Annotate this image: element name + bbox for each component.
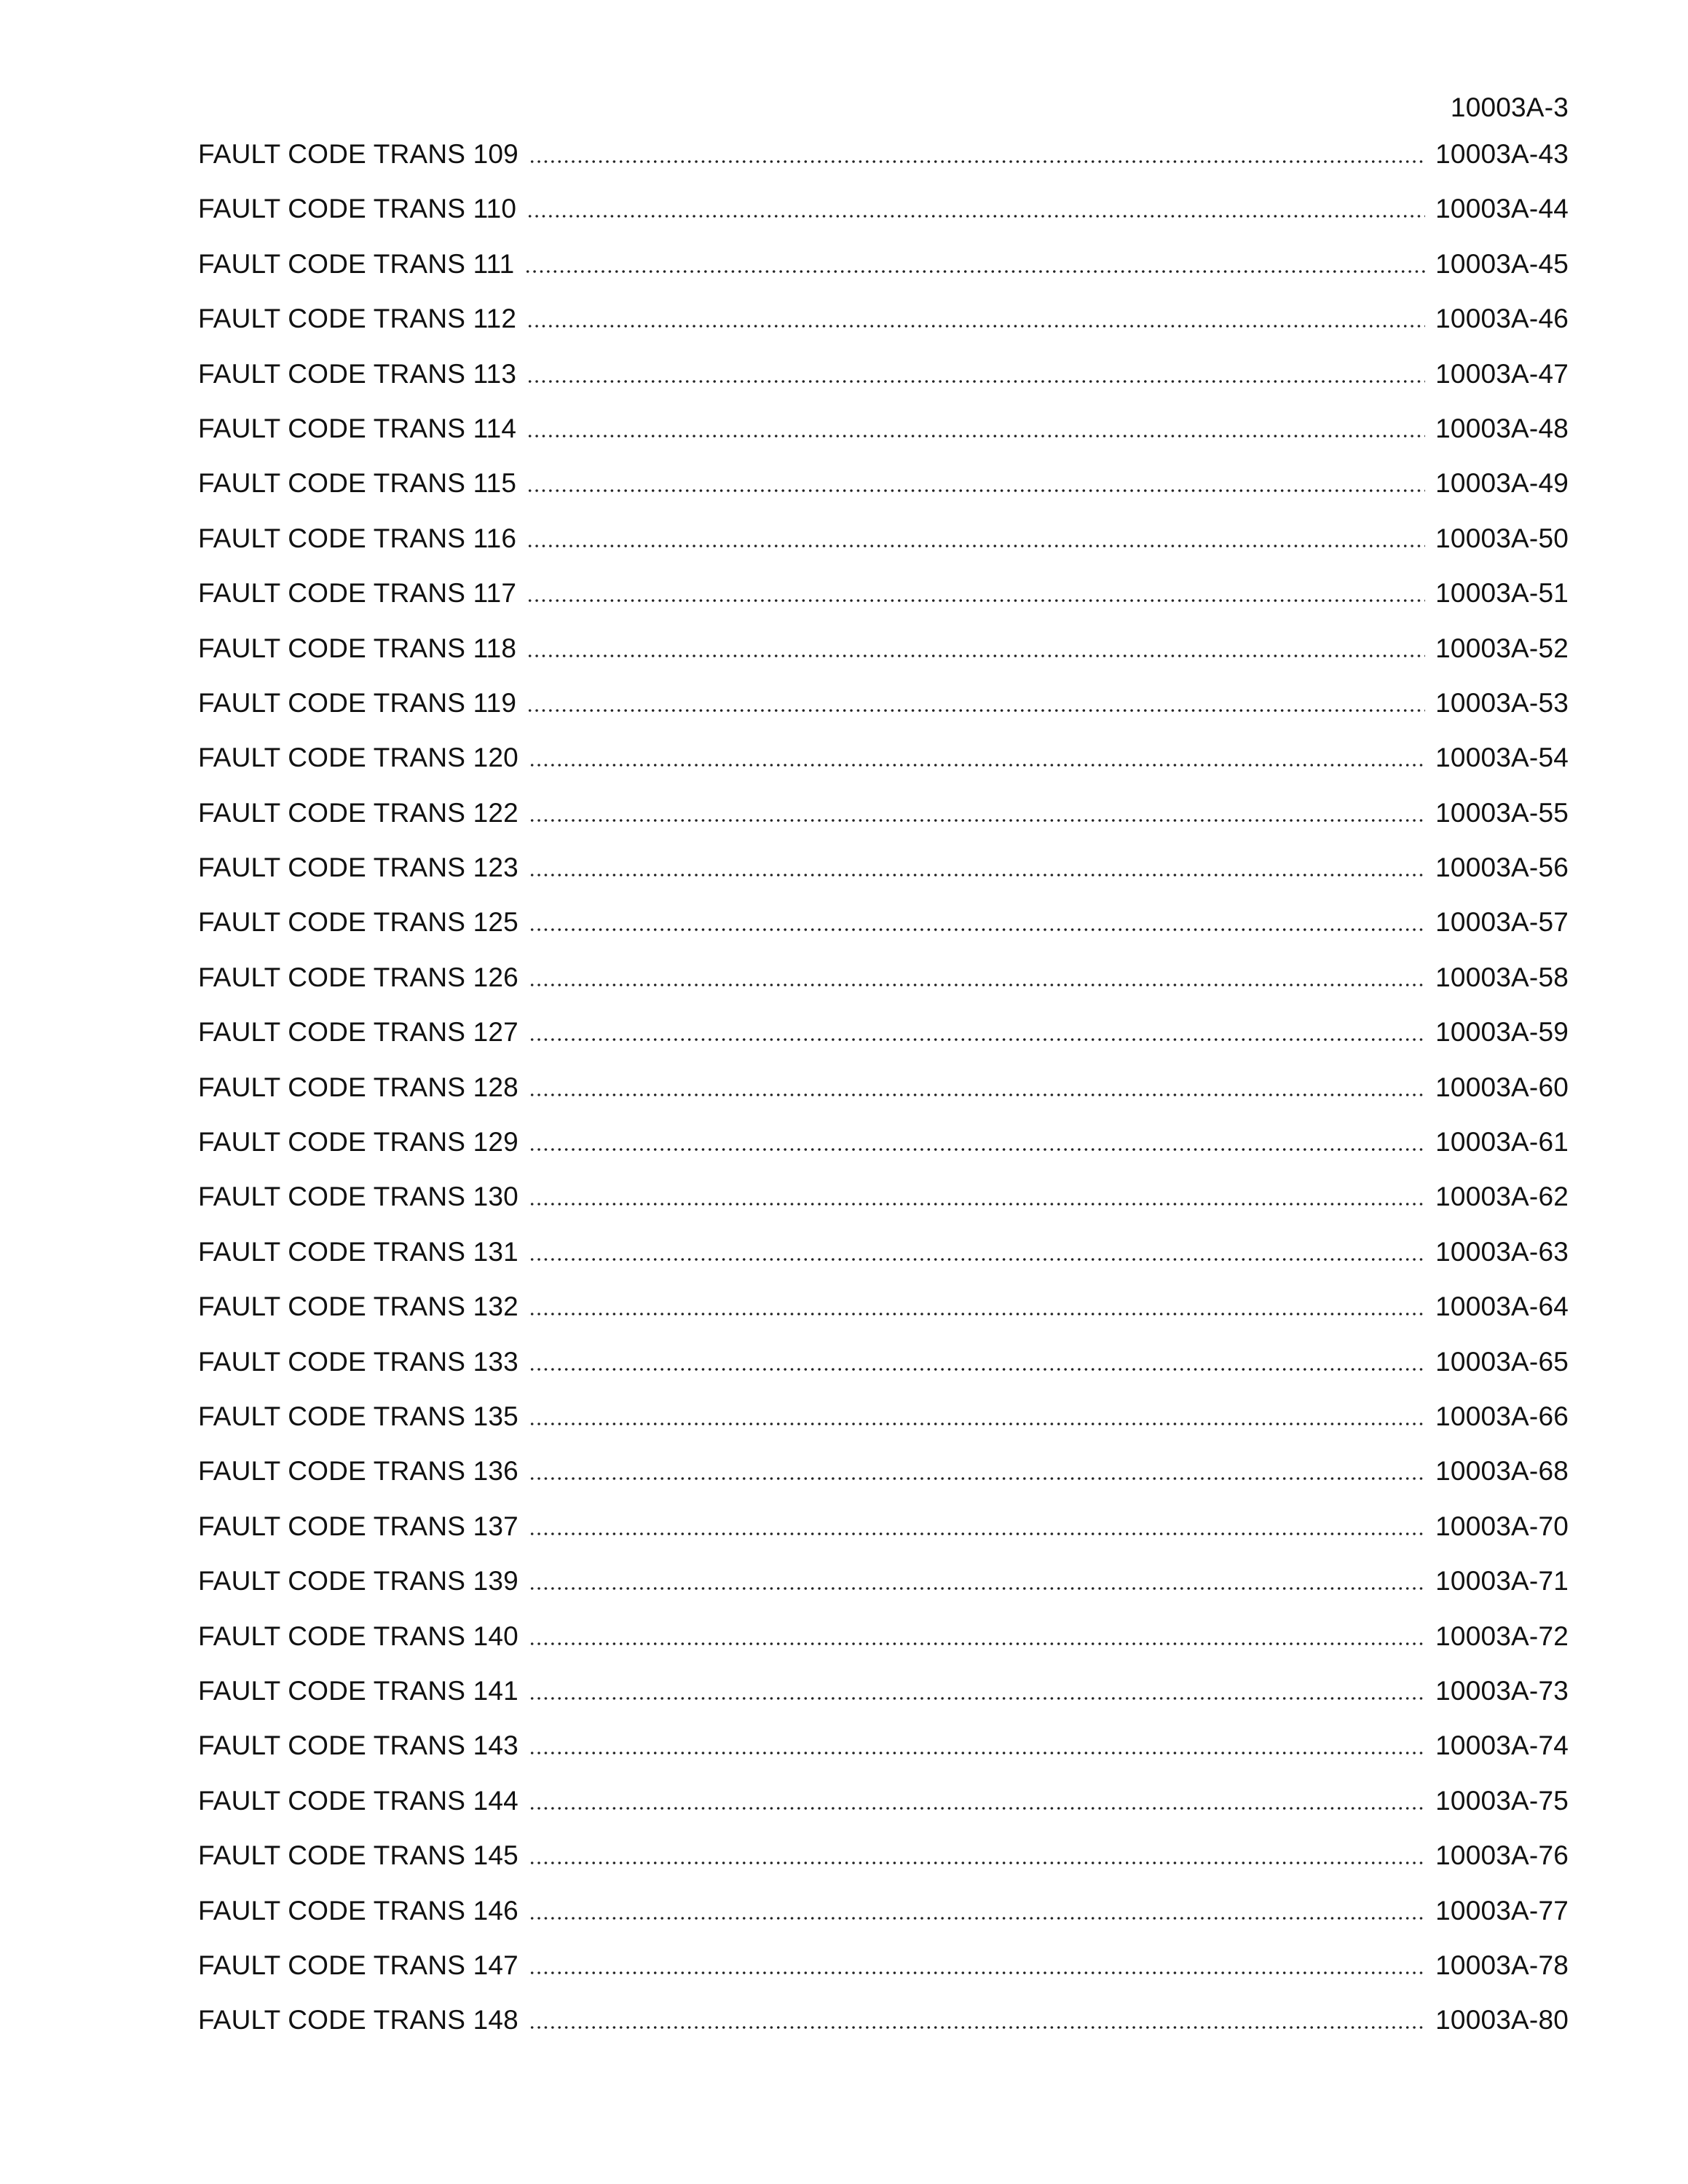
toc-entry-title: FAULT CODE TRANS 114 <box>198 413 517 443</box>
toc-entry[interactable] <box>198 797 1569 852</box>
toc-entry[interactable] <box>198 633 1569 687</box>
dot-leader <box>529 1147 1425 1152</box>
toc-entry[interactable] <box>198 1785 1569 1840</box>
toc-entry-title: FAULT CODE TRANS 148 <box>198 2005 518 2035</box>
toc-entry-title: FAULT CODE TRANS 140 <box>198 1621 518 1651</box>
dot-leader <box>529 1916 1425 1920</box>
toc-entry-title: FAULT CODE TRANS 116 <box>198 523 517 553</box>
toc-entry-page-number: 10003A-66 <box>1435 1401 1569 1431</box>
toc-entry-title: FAULT CODE TRANS 117 <box>198 578 517 609</box>
toc-entry-title: FAULT CODE TRANS 115 <box>198 468 517 499</box>
toc-entry-page-number: 10003A-65 <box>1435 1346 1569 1377</box>
table-of-contents <box>198 138 1569 2060</box>
toc-entry-title: FAULT CODE TRANS 122 <box>198 797 518 828</box>
dot-leader <box>529 1476 1425 1481</box>
dot-leader <box>529 818 1425 823</box>
toc-entry-title: FAULT CODE TRANS 133 <box>198 1346 518 1377</box>
toc-entry-title: FAULT CODE TRANS 144 <box>198 1785 518 1816</box>
toc-entry[interactable] <box>198 1730 1569 1784</box>
toc-entry[interactable] <box>198 1621 1569 1675</box>
toc-entry[interactable] <box>198 1401 1569 1455</box>
toc-entry-title: FAULT CODE TRANS 141 <box>198 1675 518 1706</box>
dot-leader <box>526 324 1425 328</box>
toc-entry[interactable] <box>198 523 1569 577</box>
toc-entry[interactable] <box>198 687 1569 742</box>
toc-entry-title: FAULT CODE TRANS 111 <box>198 248 515 279</box>
page-number: 10003A-3 <box>1450 92 1569 122</box>
toc-entry[interactable] <box>198 1016 1569 1071</box>
toc-entry[interactable] <box>198 1126 1569 1181</box>
toc-entry-title: FAULT CODE TRANS 130 <box>198 1182 518 1212</box>
toc-entry-title: FAULT CODE TRANS 127 <box>198 1017 518 1048</box>
toc-entry-page-number: 10003A-49 <box>1435 468 1569 499</box>
toc-entry-page-number: 10003A-53 <box>1435 687 1569 718</box>
toc-entry[interactable] <box>198 1455 1569 1510</box>
toc-entry-page-number: 10003A-52 <box>1435 633 1569 663</box>
toc-entry[interactable] <box>198 1840 1569 1894</box>
dot-leader <box>529 1586 1425 1591</box>
toc-entry-page-number: 10003A-44 <box>1435 194 1569 224</box>
toc-entry-title: FAULT CODE TRANS 146 <box>198 1895 518 1926</box>
dot-leader <box>524 269 1425 274</box>
toc-entry[interactable] <box>198 303 1569 357</box>
toc-entry-title: FAULT CODE TRANS 113 <box>198 358 517 389</box>
dot-leader <box>529 1806 1425 1811</box>
toc-entry[interactable] <box>198 1675 1569 1730</box>
toc-entry-title: FAULT CODE TRANS 136 <box>198 1456 518 1487</box>
dot-leader <box>529 1861 1425 1865</box>
dot-leader <box>526 488 1425 493</box>
dot-leader <box>526 379 1425 384</box>
toc-entry[interactable] <box>198 1950 1569 2004</box>
toc-entry-title: FAULT CODE TRANS 112 <box>198 304 517 334</box>
toc-entry-title: FAULT CODE TRANS 109 <box>198 139 518 169</box>
toc-entry-page-number: 10003A-58 <box>1435 962 1569 992</box>
dot-leader <box>526 708 1425 713</box>
toc-entry-page-number: 10003A-47 <box>1435 358 1569 389</box>
dot-leader <box>529 1751 1425 1755</box>
dot-leader <box>529 873 1425 877</box>
toc-entry-title: FAULT CODE TRANS 125 <box>198 907 518 938</box>
toc-entry-page-number: 10003A-72 <box>1435 1621 1569 1651</box>
toc-entry-page-number: 10003A-78 <box>1435 1950 1569 1980</box>
dot-leader <box>529 1367 1425 1372</box>
toc-entry-page-number: 10003A-55 <box>1435 797 1569 828</box>
toc-entry-page-number: 10003A-63 <box>1435 1236 1569 1267</box>
toc-entry[interactable] <box>198 1181 1569 1235</box>
toc-entry[interactable] <box>198 138 1569 193</box>
dot-leader <box>529 1971 1425 1975</box>
toc-entry[interactable] <box>198 1291 1569 1345</box>
toc-entry[interactable] <box>198 1565 1569 1620</box>
toc-entry[interactable] <box>198 1072 1569 1126</box>
dot-leader <box>526 598 1425 603</box>
toc-entry-title: FAULT CODE TRANS 129 <box>198 1127 518 1158</box>
toc-entry-page-number: 10003A-54 <box>1435 743 1569 773</box>
toc-entry-page-number: 10003A-77 <box>1435 1895 1569 1926</box>
toc-entry-page-number: 10003A-61 <box>1435 1127 1569 1158</box>
toc-entry-page-number: 10003A-56 <box>1435 852 1569 883</box>
dot-leader <box>526 214 1425 218</box>
toc-entry-page-number: 10003A-45 <box>1435 248 1569 279</box>
toc-entry[interactable] <box>198 906 1569 961</box>
dot-leader <box>529 1093 1425 1097</box>
toc-entry-title: FAULT CODE TRANS 119 <box>198 687 517 718</box>
dot-leader <box>526 544 1425 548</box>
toc-entry-title: FAULT CODE TRANS 128 <box>198 1072 518 1102</box>
toc-entry-title: FAULT CODE TRANS 131 <box>198 1236 518 1267</box>
dot-leader <box>529 1642 1425 1646</box>
toc-entry-title: FAULT CODE TRANS 132 <box>198 1291 518 1322</box>
dot-leader <box>526 654 1425 658</box>
toc-entry-title: FAULT CODE TRANS 123 <box>198 852 518 883</box>
toc-entry-page-number: 10003A-80 <box>1435 2005 1569 2035</box>
dot-leader <box>529 1037 1425 1042</box>
dot-leader <box>526 434 1425 438</box>
toc-entry-page-number: 10003A-68 <box>1435 1456 1569 1487</box>
toc-entry[interactable] <box>198 413 1569 467</box>
toc-entry-title: FAULT CODE TRANS 145 <box>198 1840 518 1871</box>
toc-entry-page-number: 10003A-62 <box>1435 1182 1569 1212</box>
toc-entry-page-number: 10003A-46 <box>1435 304 1569 334</box>
toc-entry[interactable] <box>198 1895 1569 1950</box>
toc-entry-page-number: 10003A-50 <box>1435 523 1569 553</box>
toc-entry-title: FAULT CODE TRANS 118 <box>198 633 517 663</box>
toc-entry-page-number: 10003A-59 <box>1435 1017 1569 1048</box>
toc-entry[interactable] <box>198 248 1569 303</box>
toc-entry[interactable] <box>198 193 1569 248</box>
dot-leader <box>529 1312 1425 1316</box>
toc-entry[interactable] <box>198 467 1569 522</box>
toc-entry-title: FAULT CODE TRANS 143 <box>198 1730 518 1761</box>
dot-leader <box>529 1532 1425 1536</box>
toc-entry-page-number: 10003A-43 <box>1435 139 1569 169</box>
toc-entry-page-number: 10003A-51 <box>1435 578 1569 609</box>
toc-entry[interactable] <box>198 962 1569 1016</box>
dot-leader <box>529 927 1425 932</box>
dot-leader <box>529 983 1425 987</box>
toc-entry[interactable] <box>198 2004 1569 2059</box>
toc-entry-page-number: 10003A-64 <box>1435 1291 1569 1322</box>
dot-leader <box>529 2025 1425 2030</box>
toc-entry-page-number: 10003A-76 <box>1435 1840 1569 1871</box>
dot-leader <box>529 159 1425 164</box>
toc-entry-page-number: 10003A-48 <box>1435 413 1569 443</box>
toc-entry-page-number: 10003A-75 <box>1435 1785 1569 1816</box>
dot-leader <box>529 1202 1425 1206</box>
toc-entry-page-number: 10003A-74 <box>1435 1730 1569 1761</box>
toc-entry-title: FAULT CODE TRANS 139 <box>198 1566 518 1597</box>
toc-entry-title: FAULT CODE TRANS 135 <box>198 1401 518 1431</box>
toc-entry-page-number: 10003A-60 <box>1435 1072 1569 1102</box>
toc-entry[interactable] <box>198 577 1569 632</box>
toc-entry-title: FAULT CODE TRANS 110 <box>198 194 517 224</box>
toc-entry-page-number: 10003A-70 <box>1435 1511 1569 1541</box>
toc-entry-title: FAULT CODE TRANS 147 <box>198 1950 518 1980</box>
toc-entry[interactable] <box>198 1511 1569 1565</box>
dot-leader <box>529 1422 1425 1426</box>
toc-entry[interactable] <box>198 358 1569 413</box>
dot-leader <box>529 1257 1425 1262</box>
toc-entry-title: FAULT CODE TRANS 137 <box>198 1511 518 1541</box>
dot-leader <box>529 763 1425 767</box>
toc-entry-page-number: 10003A-71 <box>1435 1566 1569 1597</box>
toc-entry-page-number: 10003A-73 <box>1435 1675 1569 1706</box>
toc-entry[interactable] <box>198 1236 1569 1291</box>
toc-entry[interactable] <box>198 852 1569 906</box>
toc-entry-title: FAULT CODE TRANS 126 <box>198 962 518 992</box>
toc-entry-page-number: 10003A-57 <box>1435 907 1569 938</box>
dot-leader <box>529 1696 1425 1701</box>
toc-entry[interactable] <box>198 742 1569 796</box>
toc-entry-title: FAULT CODE TRANS 120 <box>198 743 518 773</box>
toc-entry[interactable] <box>198 1346 1569 1401</box>
